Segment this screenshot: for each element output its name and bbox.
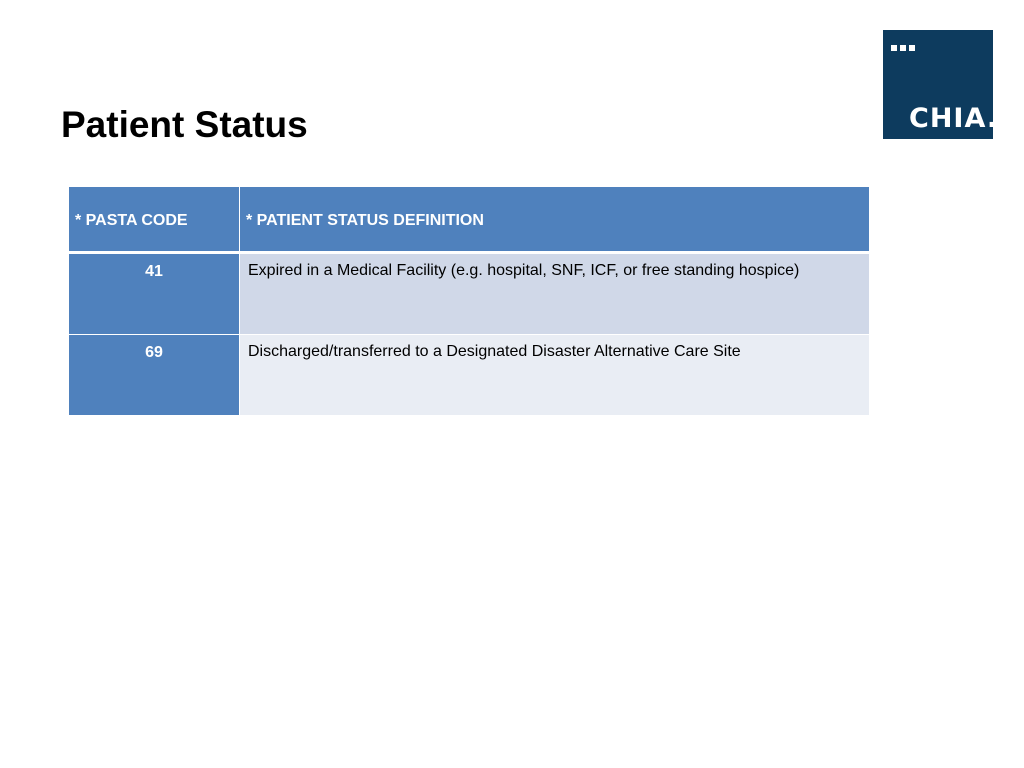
page-title: Patient Status [61,104,308,145]
pasta-code-cell: 69 [69,335,240,416]
table-header-pasta-code: * PASTA CODE [69,187,240,253]
logo-wordmark: CHIA. [909,103,999,134]
definition-cell: Discharged/transferred to a Designated Disaster Alternative Care Site [240,335,870,416]
logo-dots-icon [891,38,918,44]
table-row [69,253,869,335]
pasta-code-cell: 41 [69,253,240,335]
chia-logo [883,30,999,139]
definition-cell: Expired in a Medical Facility (e.g. hospital, SNF, ICF, or free standing hospice) [240,253,870,335]
table-header-definition: * PATIENT STATUS DEFINITION [240,187,870,253]
table-row [69,335,869,416]
patient-status-table [69,187,869,415]
